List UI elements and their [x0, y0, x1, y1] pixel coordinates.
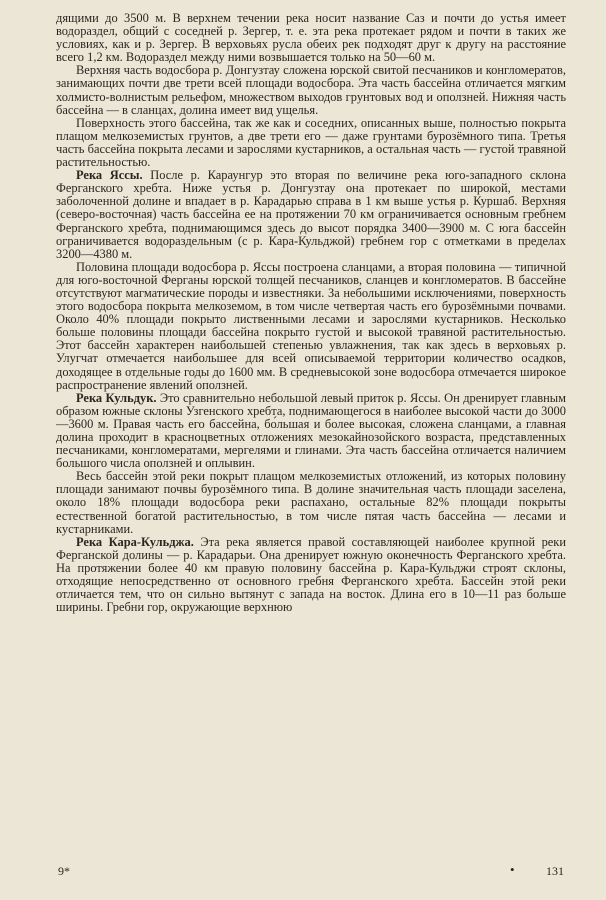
paragraph-dongyztau-upper: Верхняя часть водосбора р. Донгузтау сложена юрской свитой песчаников и конгломератов, занимающих почти две трети всей площади водосбора. Эта часть бассейна отличается мягким холмисто-волнистым рельефом, множеством выходов грунтовых вод и оползней. Нижняя часть бассейна — в сланцах, долина имеет вид ущелья. [56, 63, 566, 117]
section-heading-yassy: Река Яссы. [76, 168, 143, 183]
section-heading-kara-kuldzha: Река Кара-Кульджа. [76, 534, 194, 549]
paragraph-continued: дящими до 3500 м. В верхнем течении река носит название Саз и почти до устья имеет водораздел, общий с соседней р. Зергер, т. е. эта река протекает рядом и почти в таких же условиях, как и р. Зергер. В верховьях русла обеих рек подходят друг к другу на расстояние всего 1,2 км. Водораздел между ними возвышается только на 50—60 м. [56, 11, 566, 65]
paragraph-dongyztau-surface: Поверхность этого бассейна, так же как и соседних, описанных выше, полностью покрыта плащом мелкоземистых грунтов, а две трети его — даже грунтами бурозёмного типа. Третья часть бассейна покрыта лесами и зарослями кустарников, а остальная часть — густой травяной растительностью. [56, 115, 566, 170]
paragraph-kulduk-surface: Весь бассейн этой реки покрыт плащом мелкоземистых отложений, из которых половину площади занимают почвы бурозёмного типа. В долине значительная часть площади заселена, около 18% площади водосбора реки распахано, остальные 82% площади покрыты естественной богатой растительностью, в том числе пятая часть бассейна — лесами и кустарниками. [56, 469, 566, 536]
section-heading-kulduk: Река Кульдук. [76, 390, 157, 405]
paragraph-yassy: Река Яссы. После р. Караунгур это вторая по величине река юго-западного склона Ферганского хребта. Ниже устья р. Донгузтау она протекает по широкой, местами заболоченной долине и впадает в р. Карадарью справа в 1 км выше устья р. Куршаб. Верхняя (северо-восточная) часть бассейна ее на протяжении 70 км ограничивается основным гребнем Ферганского хребта, поднимающимся здесь до высот порядка 3400—3900 м. С юга бассейн ограничивается водораздельным (с р. Кара-Кульджой) гребнем гор с отметками в пределах 3200—4380 м. [56, 168, 566, 261]
page-footer [58, 864, 564, 879]
paragraph-yassy-geology: Половина площади водосбора р. Яссы построена сланцами, а вторая половина — типичной для юго-восточной Ферганы юрской толщей песчаников, сланцев и конгломератов. В бассейне отсутствуют магматические породы и известняки. За небольшими исключениями, поверхность этого водосбора покрыта мелкоземом, в том числе четвертая часть его бурозёмными почвами. Около 40% площади покрыто лиственными лесами и зарослями кустарников. Несколько больше половины площади бассейна покрыто густой и высокой травяной растительностью. Этот бассейн характерен наибольшей степенью увлажнения, так как здесь в верховьях р. Улугчат отмечается наибольшее для всей описываемой территории количество осадков, доходящее в отдельные годы до 1600 мм. В средневысокой зоне водосбора отмечается широкое распространение явлений оползней. [56, 259, 566, 392]
footer-dot: • [510, 862, 515, 877]
page-number: 131 [546, 864, 564, 878]
signature-mark: 9* [58, 864, 70, 878]
paragraph-kulduk: Река Кульдук. Это сравнительно небольшой левый приток р. Яссы. Он дренирует главным образом южные склоны Узгенского хребта, поднимающегося в наиболее высокой части до 3000—3600 м. Правая часть его бассейна, бо́льшая и более высокая, сложена сланцами, а главная долина проходит в красноцветных отложениях мезокайнозойского возраста, представленных песчаниками, конгломератами, мергелями и глинами. Эта часть бассейна отличается наличием большого числа оползней и оплывин. [56, 390, 566, 471]
paragraph-kara-kuldzha: Река Кара-Кульджа. Эта река является правой составляющей наиболее крупной реки Ферганской долины — р. Карадарьи. Она дренирует южную оконечность Ферганского хребта. На протяжении более 40 км правую половину бассейна р. Кара-Кульджи строят склоны, отходящие непосредственно от основного гребня Ферганского хребта. Бассейн этой реки отличается тем, что он сильно вытянут с запада на восток. Длина его в 10—11 раз больше ширины. Гребни гор, окружающие верхнюю [56, 534, 567, 615]
